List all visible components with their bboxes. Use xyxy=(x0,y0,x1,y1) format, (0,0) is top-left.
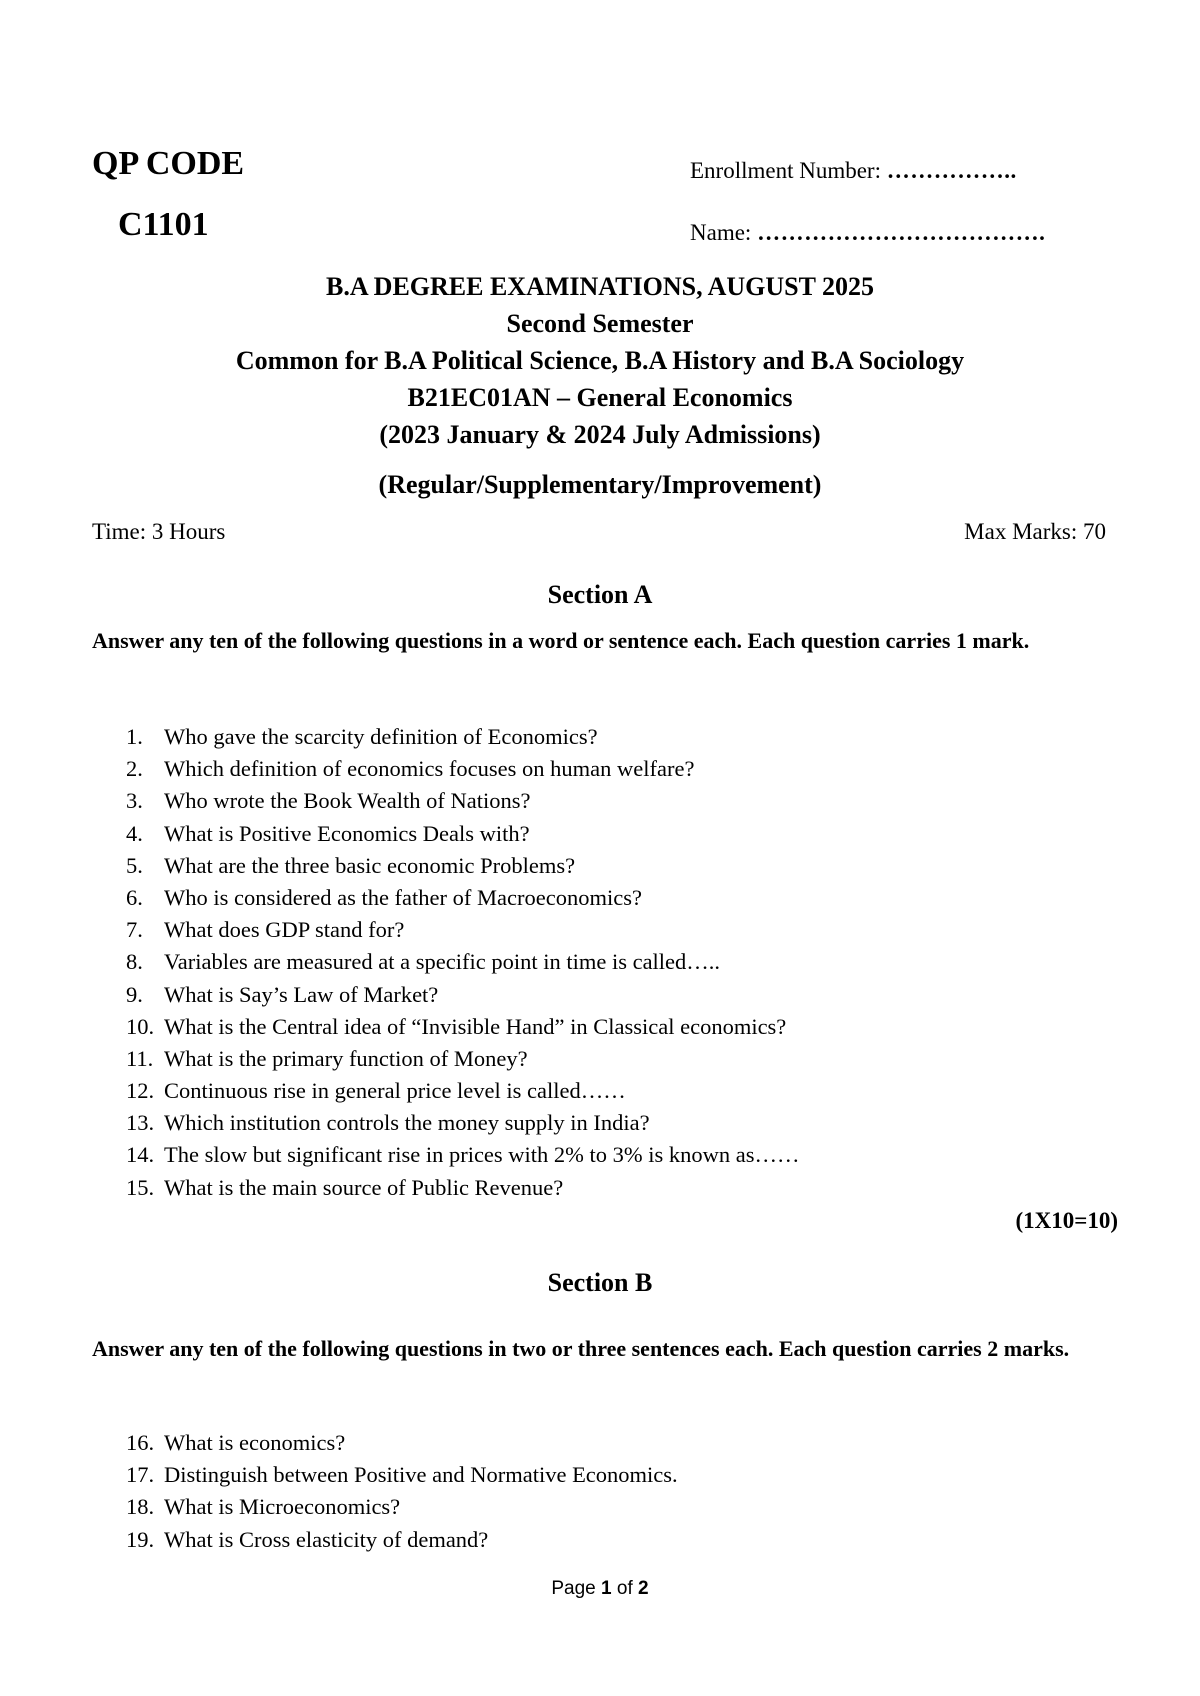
exam-type: (Regular/Supplementary/Improvement) xyxy=(378,470,822,499)
page-footer xyxy=(0,1578,1200,1600)
question-item xyxy=(126,850,800,882)
question-number: 15. xyxy=(126,1174,155,1200)
question-item xyxy=(126,1139,800,1171)
question-item xyxy=(126,818,800,850)
semester: Second Semester xyxy=(506,309,694,338)
question-number: 4. xyxy=(126,820,143,846)
exam-title: B.A DEGREE EXAMINATIONS, AUGUST 2025 xyxy=(325,272,875,301)
question-text: What is the primary function of Money? xyxy=(164,1045,528,1071)
question-item xyxy=(126,1107,800,1139)
enrollment-label: Enrollment Number: xyxy=(690,158,881,183)
question-number: 18. xyxy=(126,1494,155,1520)
question-text: What is the main source of Public Revenue? xyxy=(164,1174,564,1200)
question-text: Who gave the scarcity definition of Economics? xyxy=(164,724,598,749)
question-text: Which definition of economics focuses on human welfare? xyxy=(164,756,695,782)
question-item xyxy=(126,1459,678,1491)
question-text: What is Cross elasticity of demand? xyxy=(164,1526,489,1552)
admissions: (2023 January & 2024 July Admissions) xyxy=(379,420,821,449)
footer-of-word: of xyxy=(616,1578,633,1599)
question-item xyxy=(126,1011,800,1043)
question-number: 19. xyxy=(126,1526,155,1552)
question-text: What is Microeconomics? xyxy=(164,1494,401,1520)
question-text: Who is considered as the father of Macroeconomics? xyxy=(164,884,642,910)
question-number: 16. xyxy=(126,1430,155,1455)
question-item xyxy=(126,882,800,914)
section-a-instruction: Answer any ten of the following questions in a word or sentence each. Each question carries 1 mark. xyxy=(92,628,1030,653)
max-marks: Max Marks: 70 xyxy=(964,519,1106,544)
question-number: 14. xyxy=(126,1142,155,1168)
question-number: 7. xyxy=(126,917,143,943)
question-number: 1. xyxy=(126,724,143,749)
question-number: 6. xyxy=(126,884,143,910)
question-text: What does GDP stand for? xyxy=(164,917,405,943)
question-text: What is economics? xyxy=(164,1430,346,1455)
question-item xyxy=(126,914,800,946)
question-item xyxy=(126,979,800,1011)
qp-code-value: C1101 xyxy=(118,206,209,243)
question-number: 9. xyxy=(126,981,143,1007)
section-b-questions xyxy=(126,1427,678,1556)
footer-total-pages: 2 xyxy=(638,1578,649,1599)
footer-page-number: 1 xyxy=(601,1578,612,1599)
question-item xyxy=(126,946,800,978)
question-item xyxy=(126,1043,800,1075)
section-a-title: Section A xyxy=(547,580,653,609)
question-number: 3. xyxy=(126,788,143,814)
question-number: 2. xyxy=(126,756,143,782)
section-b-title: Section B xyxy=(547,1268,653,1297)
question-text: What are the three basic economic Problems? xyxy=(164,852,576,878)
question-text: What is the Central idea of “Invisible Hand” in Classical economics? xyxy=(164,1013,787,1039)
question-text: Which institution controls the money supply in India? xyxy=(164,1110,650,1136)
question-number: 13. xyxy=(126,1110,155,1136)
course-title: B21EC01AN – General Economics xyxy=(407,383,793,412)
enrollment-blank: …………….. xyxy=(886,158,1017,183)
question-item xyxy=(126,753,800,785)
question-number: 5. xyxy=(126,852,143,878)
question-text: The slow but significant rise in prices with 2% to 3% is known as…… xyxy=(164,1142,800,1168)
question-item xyxy=(126,1524,678,1556)
question-item xyxy=(126,1491,678,1523)
question-text: What is Say’s Law of Market? xyxy=(164,981,439,1007)
time-allowed: Time: 3 Hours xyxy=(92,519,226,544)
question-text: Continuous rise in general price level is called…… xyxy=(164,1078,626,1104)
section-a-questions xyxy=(126,721,800,1204)
question-text: What is Positive Economics Deals with? xyxy=(164,820,530,846)
footer-page-word: Page xyxy=(551,1578,596,1599)
question-item xyxy=(126,1075,800,1107)
qp-code-label: QP CODE xyxy=(92,145,245,182)
name-blank: ………………………………. xyxy=(757,220,1046,245)
name-label: Name: xyxy=(690,220,752,245)
question-item xyxy=(126,1172,800,1204)
section-b-instruction: Answer any ten of the following questions in two or three sentences each. Each question carries 2 marks. xyxy=(92,1336,1070,1361)
enrollment-number-field xyxy=(690,158,1017,184)
section-a-score: (1X10=10) xyxy=(1015,1208,1118,1233)
question-text: Who wrote the Book Wealth of Nations? xyxy=(164,788,531,814)
question-item xyxy=(126,1427,678,1459)
question-number: 10. xyxy=(126,1013,155,1039)
question-item xyxy=(126,785,800,817)
question-number: 11. xyxy=(126,1045,154,1071)
question-number: 12. xyxy=(126,1078,155,1104)
question-text: Distinguish between Positive and Normative Economics. xyxy=(164,1462,678,1488)
question-number: 8. xyxy=(126,949,143,975)
programmes: Common for B.A Political Science, B.A History and B.A Sociology xyxy=(235,346,965,375)
question-text: Variables are measured at a specific point in time is called….. xyxy=(164,949,721,975)
name-field xyxy=(690,220,1045,246)
question-number: 17. xyxy=(126,1462,155,1488)
question-item xyxy=(126,721,800,753)
